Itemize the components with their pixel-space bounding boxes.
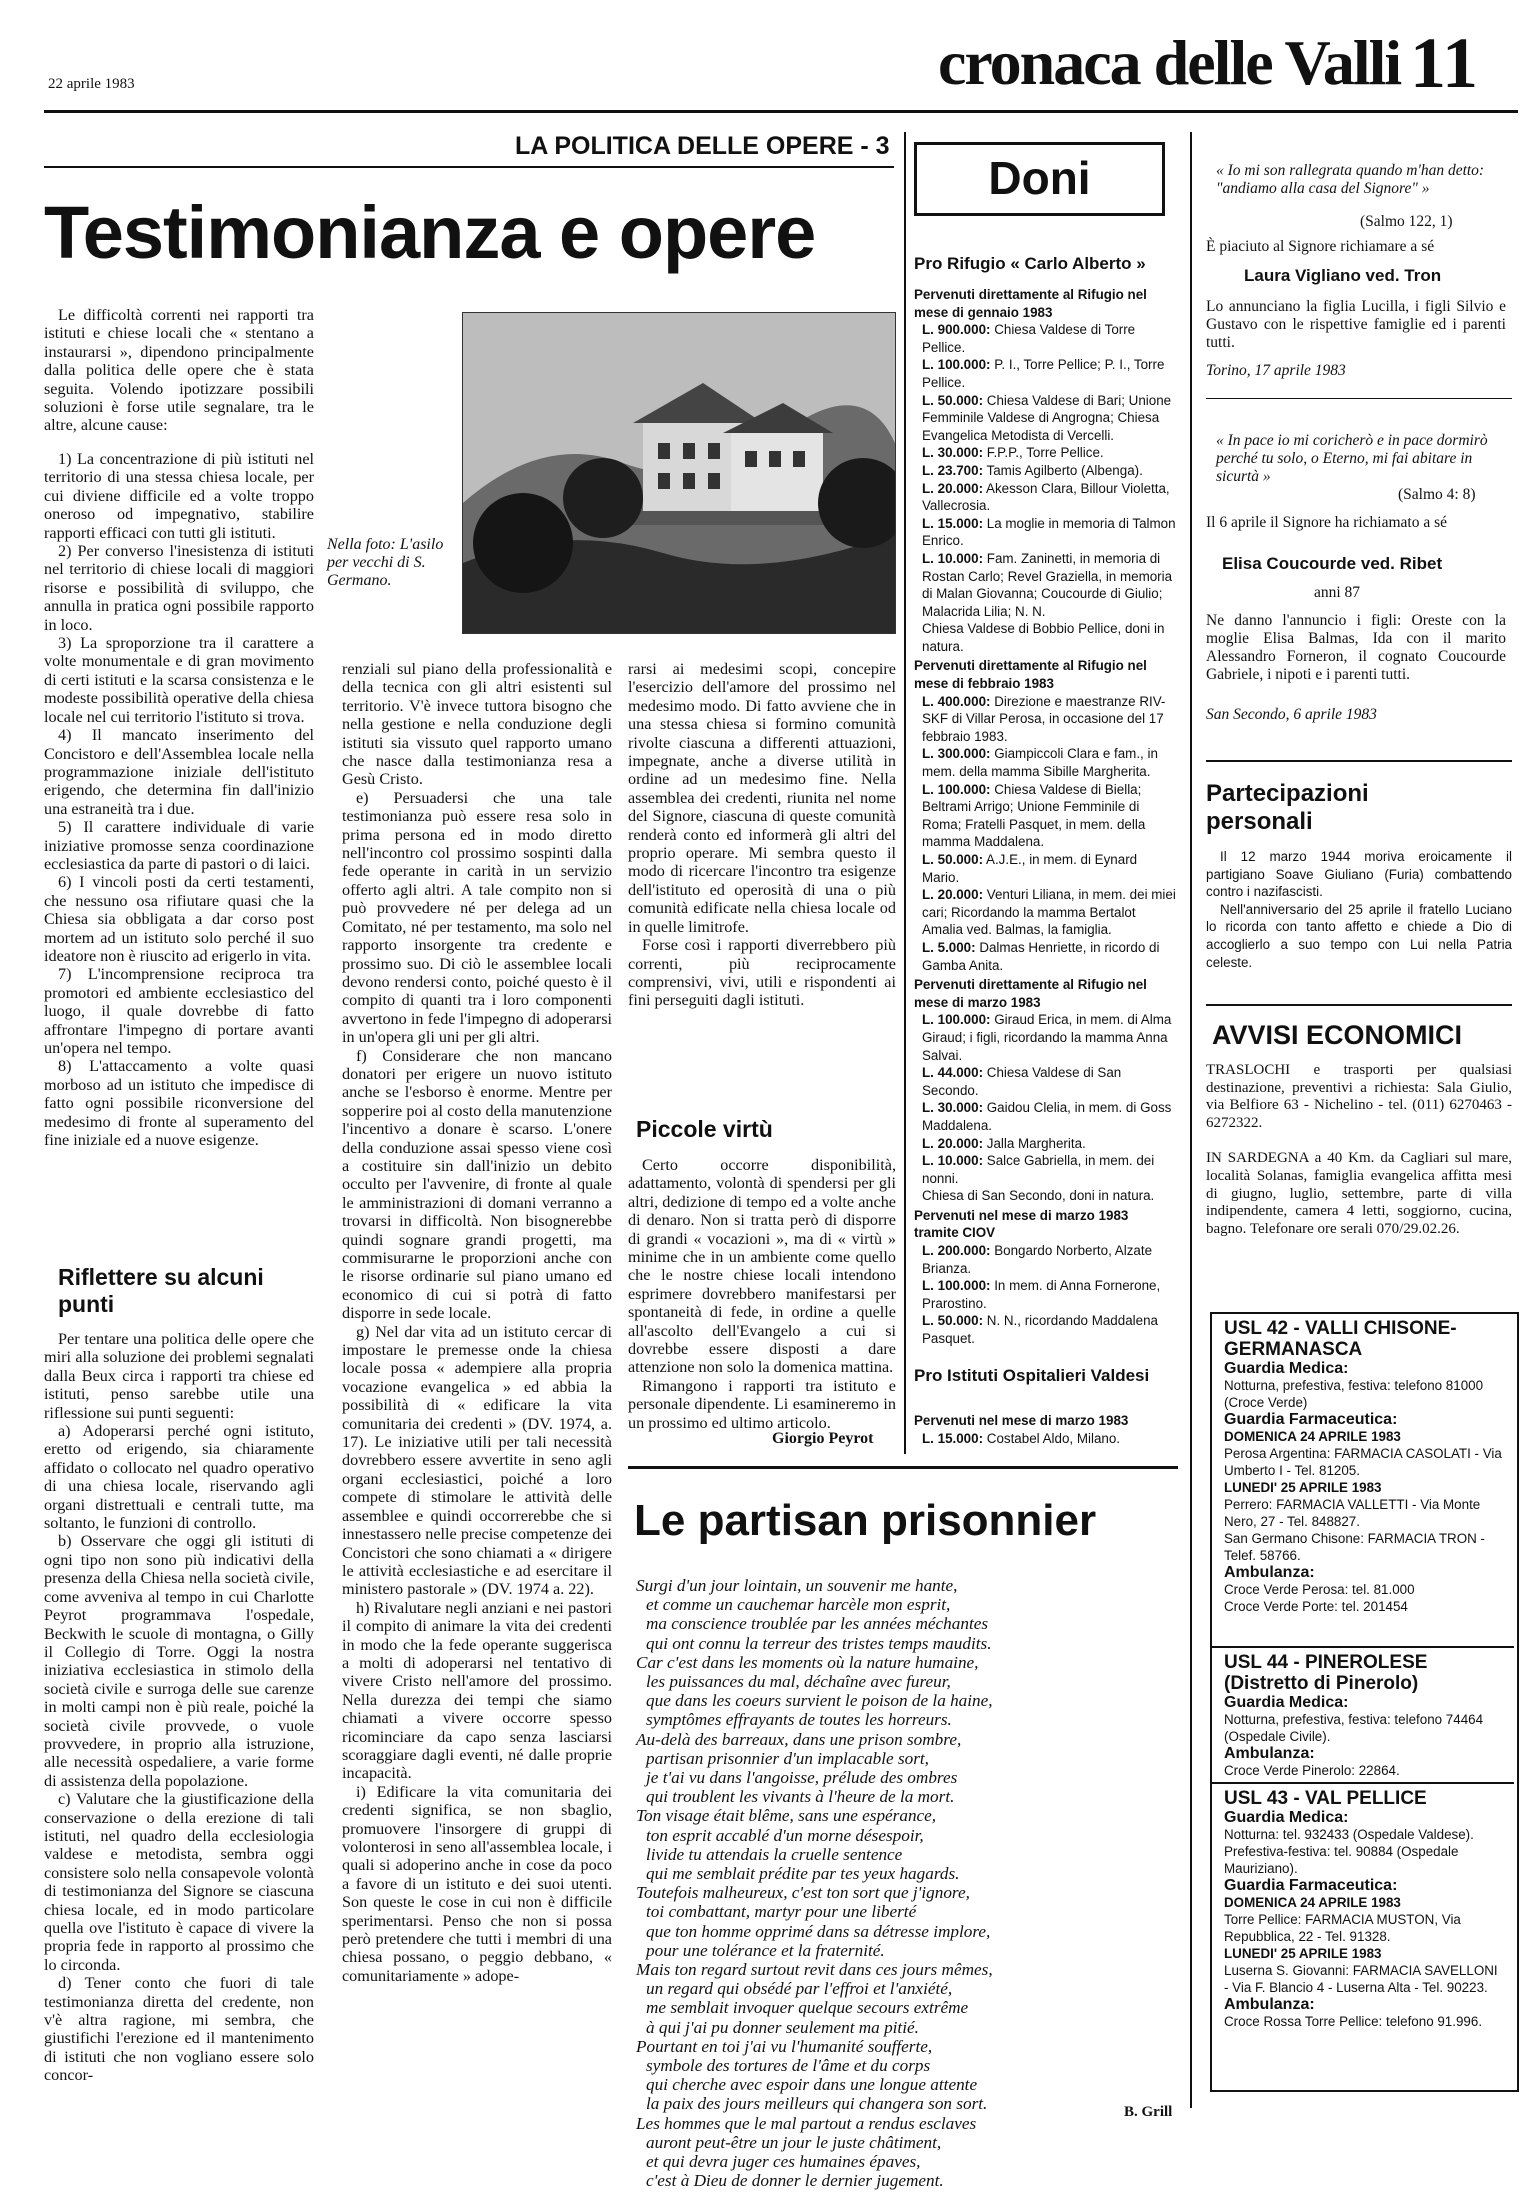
donation-amount: L. 20.000: — [922, 1135, 984, 1151]
article-author: Giorgio Peyrot — [772, 1430, 874, 1447]
donation-entry — [914, 515, 1176, 550]
donation-donor: Chiesa di San Secondo, doni in natura. — [922, 1188, 1155, 1204]
donation-donor: Akesson Clara, Billour Violetta, Vallecrosia. — [922, 480, 1170, 514]
donation-amount: L. 100.000: — [922, 781, 991, 797]
paragraph: 1) La concentrazione di più istituti nel territorio di una stessa chiesa locale, per cui diviene difficile ed a volte troppo oneroso od impegnativo, stabilire rapporti efficaci con tutti gli istituti. — [44, 450, 314, 542]
poem-line: je t'ai vu dans l'angoisse, prélude des ombres — [646, 1768, 958, 1788]
donation-donor: Fam. Zaninetti, in memoria di Rostan Carlo; Revel Graziella, in memoria di Malan Giovanna; Coucourde di Giulio; Malacrida Lilia; N. N. — [922, 550, 1173, 619]
poem-line: et qui devra juger ces humaines épaves, — [646, 2152, 921, 2172]
page-date: 22 aprile 1983 — [48, 76, 135, 92]
donation-donor: Chiesa Valdese di Torre Pellice. — [922, 322, 1136, 355]
poem-line: symptômes effrayants de toutes les horreurs. — [646, 1710, 952, 1730]
obituary1-place: Torino, 17 aprile 1983 — [1206, 362, 1346, 379]
donation-donor: Chiesa Valdese di Biella; Beltrami Arrigo; Unione Femminile di Roma; Fratelli Pasquet, in mem. della mamma Maddalena. — [922, 781, 1146, 850]
donation-donor: Dalmas Henriette, in ricordo di Gamba Anita. — [922, 939, 1160, 973]
donation-amount: L. 100.000: — [922, 357, 991, 373]
usl42-line: DOMENICA 24 APRILE 1983 — [1224, 1429, 1401, 1444]
poem-line: me semblait invoquer quelque secours extrême — [646, 1998, 969, 2018]
article-col1-list — [44, 450, 314, 1149]
paragraph: c) Valutare che la giustificazione della conservazione o della erezione di tali istituti, nel quadro della ecclesiologia valdese e metodista, sembra oggi consistere solo nella consapevole volontà di testimonianza del Signore se ciascuna chiesa locale, ed in modo particolare quella ove l'istituto è capace di vivere la propria fede in rapporto al prossimo che lo circonda. — [44, 1790, 314, 1974]
donation-donor: Bongardo Norberto, Alzate Brianza. — [922, 1243, 1153, 1276]
avviso-traslochi: TRASLOCHI e trasporti per qualsiasi destinazione, preventivi a richiesta: Sala Giulio, via Belfiore 63 - Nichelino - tel. (011) 6270463 - 6272322. — [1206, 1062, 1512, 1131]
doni-list-2 — [914, 1410, 1176, 1447]
donation-entry — [914, 1011, 1176, 1064]
donation-amount: L. 15.000: — [922, 515, 984, 531]
obituary1-ref: (Salmo 122, 1) — [1360, 213, 1453, 230]
usl42-guardia-farmaceutica: Guardia Farmaceutica: — [1224, 1411, 1398, 1428]
usl42-ambulanza: Ambulanza: — [1224, 1564, 1315, 1581]
usl44-guardia-medica: Guardia Medica: — [1224, 1694, 1349, 1711]
donation-entry — [914, 1430, 1176, 1448]
paragraph: rarsi ai medesimi scopi, concepire l'esercizio dell'amore del prossimo nel medesimo modo. Di fatto avviene che in una stessa chiesa si formino comunità rivolte ciascuna a differenti attuazioni, impegnate, anche a diverse utilità in ordine ad un medesimo fine. Nella assemblea dei credenti, riunita nel nome del Signore, ciascuna di queste comunità renderà conto ed informerà gli altri del proprio operare. Mi sembra questo il modo di ricercare l'incontro tra esigenze dell'istituto ed operosità di una o più comunità edificate nella chiesa locale od in quelle limitrofe. — [628, 660, 896, 936]
poem-line: ton esprit accablé d'un morne désespoir, — [646, 1825, 924, 1845]
usl43-line: DOMENICA 24 APRILE 1983 — [1224, 1895, 1401, 1910]
partecipazioni-text1: Il 12 marzo 1944 moriva eroicamente il partigiano Soave Giuliano (Furia) combattendo contro i nazifascisti. — [1206, 849, 1512, 900]
paragraph: Forse così i rapporti diverrebbero più correnti, più reciprocamente comprensivi, vivi, utili e rispondenti ai fini perseguiti dagli istituti. — [628, 936, 896, 1010]
donation-amount: L. 10.000: — [922, 1153, 984, 1169]
partecipazioni-title: Partecipazioni personali — [1206, 780, 1369, 835]
subhead-riflettere: Riflettere su alcuni punti — [58, 1264, 264, 1317]
donation-donor: Salce Gabriella, in mem. dei nonni. — [922, 1153, 1155, 1186]
donation-entry — [914, 620, 1176, 655]
donation-amount: L. 5.000: — [922, 939, 976, 955]
poem-line: Ton visage était blême, sans une espérance, — [636, 1806, 937, 1826]
poem-line: pour une tolérance et la fraternité. — [646, 1940, 885, 1960]
article-col2 — [342, 660, 612, 1985]
obituary2-place: San Secondo, 6 aprile 1983 — [1206, 706, 1377, 723]
donation-entry — [914, 1187, 1176, 1205]
donation-entry — [914, 321, 1176, 356]
donation-entry — [914, 781, 1176, 851]
poem-line: que ton homme opprimé dans sa détresse implore, — [646, 1921, 991, 1941]
poem-line: Car c'est dans les moments où la nature humaine, — [636, 1652, 979, 1672]
poem-line: qui cherche avec espoir dans une longue attente — [646, 2075, 978, 2095]
masthead: cronaca delle Valli — [938, 27, 1401, 98]
obituary1-name: Laura Vigliano ved. Tron — [1244, 266, 1442, 285]
obituary1-quote: « Io mi son rallegrata quando m'han detto: "andiamo alla casa del Signore" » — [1216, 162, 1485, 197]
paragraph: 7) L'incomprensione reciproca tra promotori ed ambiente ecclesiastico del luogo, il quale dovrebbe di fatto affrontare l'impegno di portare avanti un'opera nel tempo. — [44, 965, 314, 1057]
usl43-line: Luserna S. Giovanni: FARMACIA SAVELLONI - Via F. Blancio 4 - Luserna Alta - Tel. 90223. — [1224, 1963, 1498, 1995]
usl44-ambulanza: Ambulanza: — [1224, 1745, 1315, 1762]
usl44-amb-line: Croce Verde Pinerolo: 22864. — [1224, 1763, 1400, 1778]
avviso-sardegna: IN SARDEGNA a 40 Km. da Cagliari sul mare, località Solanas, famiglia evangelica affitta mesi di giugno, luglio, settembre, parte di villa indipendente, camera 4 letti, soggiorno, cucina, bagno. Telefonare ore serali 070/29.02.26. — [1206, 1150, 1512, 1237]
poem-line: Au-delà des barreaux, dans une prison sombre, — [636, 1729, 962, 1749]
donation-amount: L. 200.000: — [922, 1243, 991, 1259]
building-photo-image — [463, 313, 895, 633]
donation-entry — [914, 462, 1176, 480]
usl43-block — [1224, 1788, 1504, 2030]
donation-entry — [914, 356, 1176, 391]
donation-donor: Chiesa Valdese di Bari; Unione Femminile Valdese di Angrogna; Chiesa Evangelica Metodista di Vercelli. — [922, 392, 1172, 443]
donation-entry — [914, 657, 1176, 692]
kicker-rule — [44, 166, 894, 168]
donation-amount: L. 44.000: — [922, 1065, 984, 1081]
poem-line: Pourtant en toi j'ai vu l'humanité soufferte, — [636, 2036, 933, 2056]
donation-entry — [914, 886, 1176, 939]
obituary2-quote: « In pace io mi coricherò e in pace dormirò perché tu solo, o Eterno, mi fai abitare in sicurtà » — [1216, 432, 1488, 485]
divider — [1212, 1646, 1514, 1648]
divider — [1206, 1004, 1512, 1006]
paragraph: 8) L'attaccamento a volte quasi morboso ad un istituto che impedisce di fatto ogni possibile riconversione del medesimo di fronte al superamento del fine iniziale ed a nuove esigenze. — [44, 1057, 314, 1150]
paragraph: Certo occorre disponibilità, adattamento, volontà di spendersi per gli altri, dedizione di tempo ed a volte anche di denaro. Non si tratta però di disporre di grandi « vocazioni », ma di « virtù » minime che in un ambiente come quello che le nostre chiese locali intendono esprimere dovrebbero manifestarsi per spontaneità di fede, in ordine a quelle all'ascolto dell'Evangelo a cui si dovrebbe essere disposti a dare attenzione non solo la domenica mattina. — [628, 1156, 896, 1377]
paragraph: f) Considerare che non mancano donatori per erigere un nuovo istituto anche se l'esborso è enorme. Mentre per sopperire poi al costo della manutenzione l'incentivo a donare è scarso. L'onere della conduzione assai spesso viene così a costituire sin dall'inizio un debito occulto per l'avvenire, di fronte al quale le amministrazioni di domani verranno a trovarsi in difficoltà. Non bisognerebbe quindi sognare grandi progetti, ma commisurarne le proporzioni anche con le risorse ordinarie sul piano umano ed economico di cui si potrà di fatto disporre in sede locale. — [342, 1046, 612, 1323]
donation-entry — [914, 851, 1176, 886]
doni-list — [914, 284, 1176, 1348]
donation-entry — [914, 693, 1176, 746]
donation-amount: L. 100.000: — [922, 1012, 991, 1028]
donation-entry — [914, 976, 1176, 1011]
usl43-amb-line: Croce Rossa Torre Pellice: telefono 91.996. — [1224, 2014, 1483, 2029]
paragraph: Per tentare una politica delle opere che miri alla soluzione dei problemi segnalati dalla Beux circa i rapporti tra chiese ed istituti, penso sarebbe utile una riflessione sui punti seguenti: — [44, 1330, 314, 1422]
poem-line: la paix des jours meilleurs qui changera son sort. — [646, 2094, 988, 2114]
donation-donor: Chiesa Valdese di Bobbio Pellice, doni in natura. — [922, 621, 1165, 654]
donation-donor: La moglie in memoria di Talmon Enrico. — [922, 515, 1176, 549]
poem-top-rule — [628, 1466, 1178, 1469]
poem-author: B. Grill — [1124, 2104, 1173, 2120]
divider — [1206, 760, 1512, 762]
paragraph: 6) I vincoli posti da certi testamenti, che nessuno osa rifiutare quasi che la Chiesa sia obbligata a dar corso post mortem ad un istituto solo perché il suo ideatore non è riuscito ad erigerlo in vita. — [44, 873, 314, 965]
donation-entry — [914, 444, 1176, 462]
subhead-piccole-virtu: Piccole virtù — [636, 1116, 773, 1142]
poem-line: qui me semblait prédite par tes yeux hagards. — [646, 1864, 960, 1884]
donation-entry — [914, 1412, 1176, 1430]
column-rule — [904, 132, 906, 1454]
poem-line: que dans les coeurs survient le poison de la haine, — [646, 1691, 993, 1711]
donation-donor: Direzione e maestranze RIV-SKF di Villar Perosa, in occasione del 17 febbraio 1983. — [922, 693, 1166, 744]
poem-line: partisan prisonnier d'un implacable sort, — [646, 1748, 929, 1768]
obituary2-ref: (Salmo 4: 8) — [1398, 486, 1476, 503]
usl44-title: USL 44 - PINEROLESE (Distretto di Pinerolo) — [1224, 1652, 1428, 1694]
paragraph: 5) Il carattere individuale di varie iniziative promosse senza coordinazione ecclesiastica da parte di pastori o di laici. — [44, 818, 314, 873]
poem-body — [636, 1576, 1166, 2191]
usl42-amb-line: Croce Verde Porte: tel. 201454 — [1224, 1599, 1408, 1614]
paragraph: a) Adoperarsi perché ogni istituto, eretto od erigendo, sia chiaramente affidato o collocato nel quadro operativo di una chiesa locale, riservando agli organi distrettuali e centrali tutte, ma soltanto, le funzioni di controllo. — [44, 1422, 314, 1533]
column-rule — [1190, 132, 1192, 2108]
donation-amount: L. 300.000: — [922, 746, 991, 762]
obituary1-text: Lo annunciano la figlia Lucilla, i figli Silvio e Gustavo con le rispettive famiglie ed i parenti tutti. — [1206, 298, 1506, 351]
paragraph: b) Osservare che oggi gli istituti di ogni tipo non sono più indicativi della presenza della Chiesa nella società civile, come avveniva al tempo in cui Charlotte Peyrot programmava l'ospedale, Beckwith le scuole di montagna, o Gilly il Collegio di Torre. Oggi la nostra iniziativa ecclesiastica in stimolo della società civile e surroga delle sue carenze in molti campi non è più reale, poiché la società civile provvede, o vuole provvedere, in proprio alla istruzione, alle necessità ospedaliere, a varie forme di assistenza della popolazione. — [44, 1532, 314, 1790]
usl43-title: USL 43 - VAL PELLICE — [1224, 1788, 1427, 1809]
article-title: Testimonianza e opere — [44, 191, 816, 274]
avvisi-title: AVVISI ECONOMICI — [1212, 1020, 1463, 1050]
usl43-line: LUNEDI' 25 APRILE 1983 — [1224, 1946, 1382, 1961]
poem-line: Mais ton regard surtout revit dans ces jours mêmes, — [636, 1960, 993, 1980]
poem-line: et comme un cauchemar harcèle mon esprit, — [646, 1595, 951, 1615]
donation-donor: Chiesa Valdese di San Secondo. — [922, 1065, 1122, 1098]
partecipazioni-body — [1206, 848, 1512, 971]
donation-entry — [914, 286, 1176, 321]
avvisi-body — [1206, 1062, 1512, 1238]
usl43-line: Torre Pellice: FARMACIA MUSTON, Via Repubblica, 22 - Tel. 91328. — [1224, 1912, 1461, 1944]
poem-line: qui ont connu la terreur des tristes temps maudits. — [646, 1633, 992, 1653]
usl43-guardia-medica: Guardia Medica: — [1224, 1809, 1349, 1826]
partecipazioni-text2: Nell'anniversario del 25 aprile il fratello Luciano lo ricorda con tanto affetto e chiede a Dio di accoglierlo a suo tempo con Lui nella Patria celeste. — [1206, 901, 1512, 970]
obituary1-intro: È piaciuto al Signore richiamare a sé — [1206, 238, 1435, 255]
donation-donor: P. I., Torre Pellice; P. I., Torre Pellice. — [922, 357, 1165, 390]
donation-amount: L. 400.000: — [922, 693, 991, 709]
donation-amount: L. 20.000: — [922, 480, 984, 496]
usl42-block — [1224, 1318, 1504, 1615]
usl42-line: LUNEDI' 25 APRILE 1983 — [1224, 1480, 1382, 1495]
donation-amount: L. 50.000: — [922, 1313, 984, 1329]
donation-donor: Tamis Agilberto (Albenga). — [983, 462, 1143, 478]
usl42-line: Perosa Argentina: FARMACIA CASOLATI - Via Umberto I - Tel. 81205. — [1224, 1446, 1502, 1478]
header-rule — [44, 110, 1518, 113]
poem-title: Le partisan prisonnier — [634, 1496, 1097, 1545]
paragraph: g) Nel dar vita ad un istituto cercar di impostare le premesse onde la chiesa locale possa « adempiere alla propria vocazione evangelica » ed abbia la possibilità di « edificare la vita comunitaria dei credenti » (DV. 1974, a. 17). Le iniziative utili per tali necessità dovrebbero essere avvertite in seno agli organi ecclesiastici, poiché a loro compete di stimolare le attività delle assemblee e quindi occorrerebbe che si innestassero nelle precise competenze dei Concistori che sono chiamati a « dirigere le attività ecclesiastiche e ad esercitare il ministero pastorale » (DV. 1974 a. 22). — [342, 1322, 612, 1599]
paragraph: 3) La sproporzione tra il carattere a volte monumentale e di gran movimento di certi istituti e la scarsa consistenza e le modeste possibilità operative della chiesa locale nel cui territorio l'istituto si trova. — [44, 634, 314, 726]
donation-entry — [914, 1242, 1176, 1277]
article-col1-top — [44, 306, 314, 435]
photo-caption: Nella foto: L'asilo per vecchi di S. Germano. — [327, 536, 444, 589]
donation-donor: In mem. di Anna Fornerone, Prarostino. — [922, 1278, 1161, 1311]
donation-amount: L. 23.700: — [922, 462, 984, 478]
doni-section-istituti: Pro Istituti Ospitalieri Valdesi — [914, 1366, 1150, 1385]
page-number: 11 — [1410, 23, 1479, 103]
poem-line: c'est à Dieu de donner le dernier jugement. — [646, 2171, 944, 2191]
donation-donor: F.P.P., Torre Pellice. — [983, 445, 1104, 461]
donation-amount: L. 100.000: — [922, 1278, 991, 1294]
poem-line: ma conscience troublée par les années méchantes — [646, 1614, 989, 1634]
donation-entry — [914, 1099, 1176, 1134]
donation-entry — [914, 1207, 1176, 1242]
poem-line: à qui j'ai pu donner seulement ma pitié. — [646, 2017, 919, 2037]
obituary2-intro: Il 6 aprile il Signore ha richiamato a sé — [1206, 514, 1448, 531]
paragraph: i) Edificare la vita comunitaria dei credenti significa, se non sbaglio, promuovere l'insorgere di gruppi di volonterosi in seno all'assemblea locale, i quali si adoperino anche in cose da poco a favore di un istituto e dei suoi utenti. Son queste le cose in cui non è difficile sperimentarsi. Penso che non si possa però pretendere che tutti i membri di una chiesa possano, o peggio debbano, « comunitariamente » adope- — [342, 1782, 612, 1985]
paragraph: Le difficoltà correnti nei rapporti tra istituti e chiese locali che « stentano a instaurarsi », dipendono principalmente dalla politica delle opere che è stata seguita. Volendo ipotizzare possibili soluzioni è forse utile segnalare, tra le altre, alcune cause: — [44, 306, 314, 435]
donation-amount: L. 30.000: — [922, 445, 984, 461]
donation-donor: Giampiccoli Clara e fam., in mem. della mamma Sibille Margherita. — [922, 746, 1158, 780]
donation-entry — [914, 745, 1176, 780]
donation-amount: Pervenuti nel mese di marzo 1983 — [914, 1413, 1129, 1428]
poem-line: Surgi d'un jour lointain, un souvenir me hante, — [636, 1576, 958, 1595]
poem-line: livide tu attendais la cruelle sentence — [646, 1844, 903, 1864]
donation-entry — [914, 1152, 1176, 1187]
usl43-guardia-farmaceutica: Guardia Farmaceutica: — [1224, 1877, 1398, 1894]
donation-entry — [914, 480, 1176, 515]
doni-title: Doni — [914, 142, 1165, 216]
usl43-line: Notturna: tel. 932433 (Ospedale Valdese). — [1224, 1827, 1474, 1842]
usl42-line: Perrero: FARMACIA VALLETTI - Via Monte Nero, 27 - Tel. 848827. — [1224, 1497, 1481, 1529]
donation-amount: Pervenuti direttamente al Rifugio nel mese di febbraio 1983 — [914, 658, 1147, 692]
paragraph: Rimangono i rapporti tra istituto e personale dipendente. Li esamineremo in un prossimo ed ultimo articolo. — [628, 1376, 896, 1432]
article-photo — [462, 312, 896, 634]
poem-line: les puissances du mal, déchaîne avec fureur, — [646, 1672, 951, 1692]
poem-line: un regard qui obsédé par l'effroi et l'anxiété, — [646, 1979, 953, 1999]
donation-amount: Pervenuti direttamente al Rifugio nel mese di gennaio 1983 — [914, 287, 1147, 320]
usl43-ambulanza: Ambulanza: — [1224, 1996, 1315, 2013]
donation-amount: L. 50.000: — [922, 392, 984, 408]
paragraph: 2) Per converso l'inesistenza di istituti nel territorio di chiese locali di maggiori risorse e possibilità di sviluppo, che annulla in pratica ogni possibile rapporto in loco. — [44, 542, 314, 634]
poem-line: toi combattant, martyr pour une liberté — [646, 1902, 917, 1922]
doni-section-rifugio: Pro Rifugio « Carlo Alberto » — [914, 254, 1146, 273]
usl42-title: USL 42 - VALLI CHISONE-GERMANASCA — [1224, 1318, 1457, 1360]
article-col3-bottom — [628, 1156, 896, 1432]
donation-amount: L. 30.000: — [922, 1100, 984, 1116]
donation-amount: Pervenuti direttamente al Rifugio nel mese di marzo 1983 — [914, 977, 1147, 1010]
donation-entry — [914, 550, 1176, 620]
article-col3 — [628, 660, 896, 1010]
poem-line: qui troublent les vivants à l'heure de la mort. — [646, 1787, 955, 1807]
divider — [1206, 398, 1512, 399]
donation-donor: Gaidou Clelia, in mem. di Goss Maddalena. — [922, 1100, 1172, 1133]
donation-amount: L. 50.000: — [922, 852, 984, 867]
usl42-guardia-medica: Guardia Medica: — [1224, 1360, 1349, 1377]
usl42-amb-line: Croce Verde Perosa: tel. 81.000 — [1224, 1582, 1415, 1597]
usl44-gm-text: Notturna, prefestiva, festiva: telefono 74464 (Ospedale Civile). — [1224, 1712, 1484, 1744]
usl43-line: Prefestiva-festiva: tel. 90884 (Ospedale Mauriziano). — [1224, 1844, 1459, 1876]
obituary2-text: Ne danno l'annuncio i figli: Oreste con la moglie Elisa Balmas, Ida con il marito Alessandro Forneron, il cognato Coucourde Gabriele, i nipoti e i parenti tutti. — [1206, 612, 1506, 683]
donation-entry — [914, 392, 1176, 445]
poem-line: symbole des tortures de l'âme et du corps — [646, 2056, 931, 2076]
donation-donor: Jalla Margherita. — [983, 1135, 1086, 1151]
article-col1-bottom — [44, 1330, 314, 2085]
poem-line: Les hommes que le mal partout a rendus esclaves — [636, 2113, 977, 2133]
donation-amount: Pervenuti nel mese di marzo 1983 tramite CIOV — [914, 1207, 1129, 1241]
donation-amount: L. 10.000: — [922, 550, 984, 566]
donation-entry — [914, 1135, 1176, 1153]
donation-entry — [914, 1312, 1176, 1347]
donation-amount: L. 20.000: — [922, 887, 984, 903]
donation-donor: A.J.E., in mem. di Eynard Mario. — [922, 852, 1138, 885]
donation-donor: Giraud Erica, in mem. di Alma Giraud; i figli, ricordando la mamma Anna Salvai. — [922, 1012, 1172, 1063]
obituary2-name: Elisa Coucourde ved. Ribet — [1222, 554, 1443, 573]
obituary2-age: anni 87 — [1314, 584, 1361, 601]
usl42-gm-text: Notturna, prefestiva, festiva: telefono 81000 (Croce Verde) — [1224, 1378, 1484, 1410]
poem-line: Toutefois malheureux, c'est ton sort que j'ignore, — [636, 1883, 970, 1903]
usl44-block — [1224, 1652, 1504, 1779]
donation-entry — [914, 939, 1176, 974]
divider — [1212, 1782, 1514, 1784]
paragraph: e) Persuadersi che una tale testimonianza può essere resa solo in prima persona ed in modo diretto nell'incontro col prossimo sospinti dalla fede operante in carità in un servizio offerto agli altri. A tale compito non si può provvedere né per delega ad un Comitato, né per testamento, ma solo nel rapporto insorgente tra credente e prossimo suo. Di ciò le assemblee locali devono rendersi conto, poiché questo è il compito di quanti tra i loro componenti avvertono in fede l'impegno di adoperarsi in un'opera gli uni per gli altri. — [342, 788, 612, 1047]
donation-donor: N. N., ricordando Maddalena Pasquet. — [922, 1313, 1158, 1347]
paragraph: h) Rivalutare negli anziani e nei pastori il compito di animare la vita dei credenti in modo che la fede operante suggerisca a molti di adoperarsi nel tentativo di vivere Cristo nell'amore del prossimo. Nella durezza dei tempi che siamo chiamati a vivere occorre spesso ricominciare da capo senza lasciarsi scoraggiare dagli eventi, né dalle proprie incapacità. — [342, 1598, 612, 1783]
donation-entry — [914, 1064, 1176, 1099]
article-kicker: LA POLITICA DELLE OPERE - 3 — [515, 132, 890, 160]
donation-amount: L. 15.000: — [922, 1430, 984, 1446]
donation-donor: Costabel Aldo, Milano. — [983, 1430, 1121, 1446]
paragraph: d) Tener conto che fuori di tale testimonianza diretta del credente, non v'è altra ragione, mi sembra, che giustifichi l'erezione ed il mantenimento di istituti che non vogliano essere solo concor- — [44, 1974, 314, 2085]
donation-entry — [914, 1277, 1176, 1312]
donation-donor: Venturi Liliana, in mem. dei miei cari; Ricordando la mamma Bertalot Amalia ved. Balmas, la famiglia. — [922, 887, 1176, 938]
usl42-line: San Germano Chisone: FARMACIA TRON - Telef. 58766. — [1224, 1531, 1485, 1563]
donation-amount: L. 900.000: — [922, 322, 991, 338]
paragraph: renziali sul piano della professionalità e della tecnica con gli altri esistenti sul territorio. V'è invece tuttora bisogno che nella gestione e nella conduzione degli istituti sia vissuto quel rapporto umano che nasce dalla testimonianza resa a Gesù Cristo. — [342, 660, 612, 789]
paragraph: 4) Il mancato inserimento del Concistoro e dell'Assemblea locale nella programmazione iniziale dell'istituto erigendo, che determina fin dall'inizio una estraneità tra i due. — [44, 726, 314, 818]
poem-line: auront peut-être un jour le juste châtiment, — [646, 2132, 942, 2152]
